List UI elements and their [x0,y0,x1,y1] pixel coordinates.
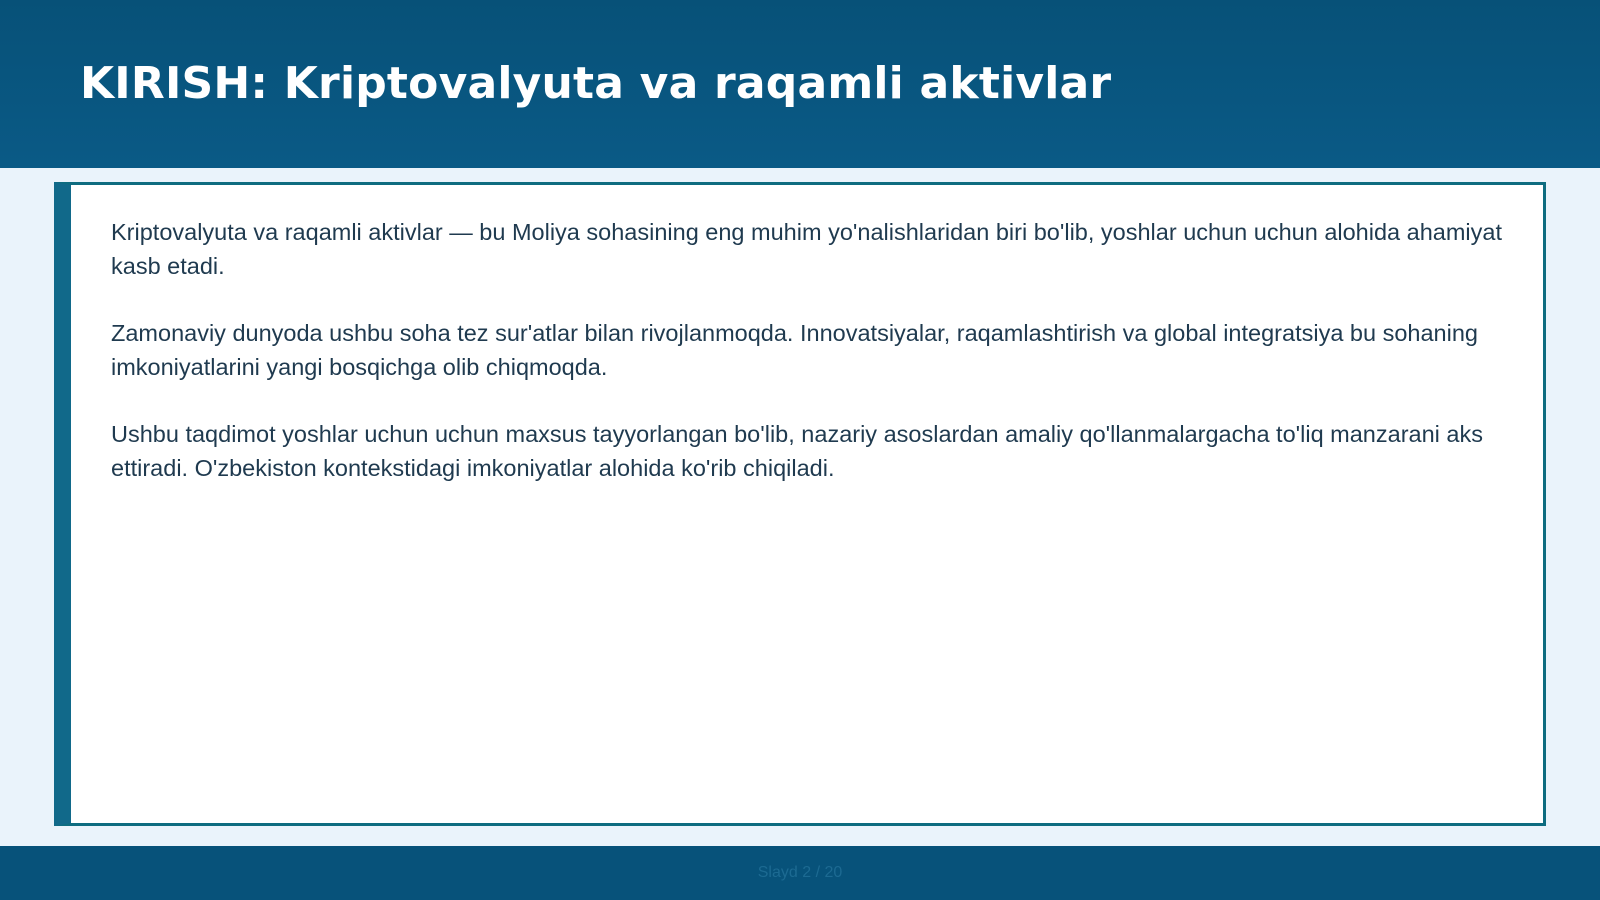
slide-number: Slayd 2 / 20 [757,864,843,881]
paragraph-intro: Kriptovalyuta va raqamli aktivlar — bu Moliya sohasining eng muhim yo'nalishlaridan biri bo'lib, yoshlar uchun uchun alohida ahamiyat kasb etadi. [111,219,1502,279]
content-card [54,182,1546,826]
content-text [111,215,1511,518]
slide-footer [0,846,1600,900]
paragraph-modern-world: Zamonaviy dunyoda ushbu soha tez sur'atlar bilan rivojlanmoqda. Innovatsiyalar, raqamlashtirish va global integratsiya bu sohaning imkoniyatlarini yangi bosqichga olib chiqmoqda. [111,320,1478,380]
slide-title: KIRISH: Kriptovalyuta va raqamli aktivlar [80,58,1112,109]
paragraph-presentation-scope: Ushbu taqdimot yoshlar uchun uchun maxsus tayyorlangan bo'lib, nazariy asoslardan amaliy qo'llanmalargacha to'liq manzarani aks ettiradi. O'zbekiston kontekstidagi imkoniyatlar alohida ko'rib chiqiladi. [111,421,1483,481]
slide-header [0,0,1600,168]
